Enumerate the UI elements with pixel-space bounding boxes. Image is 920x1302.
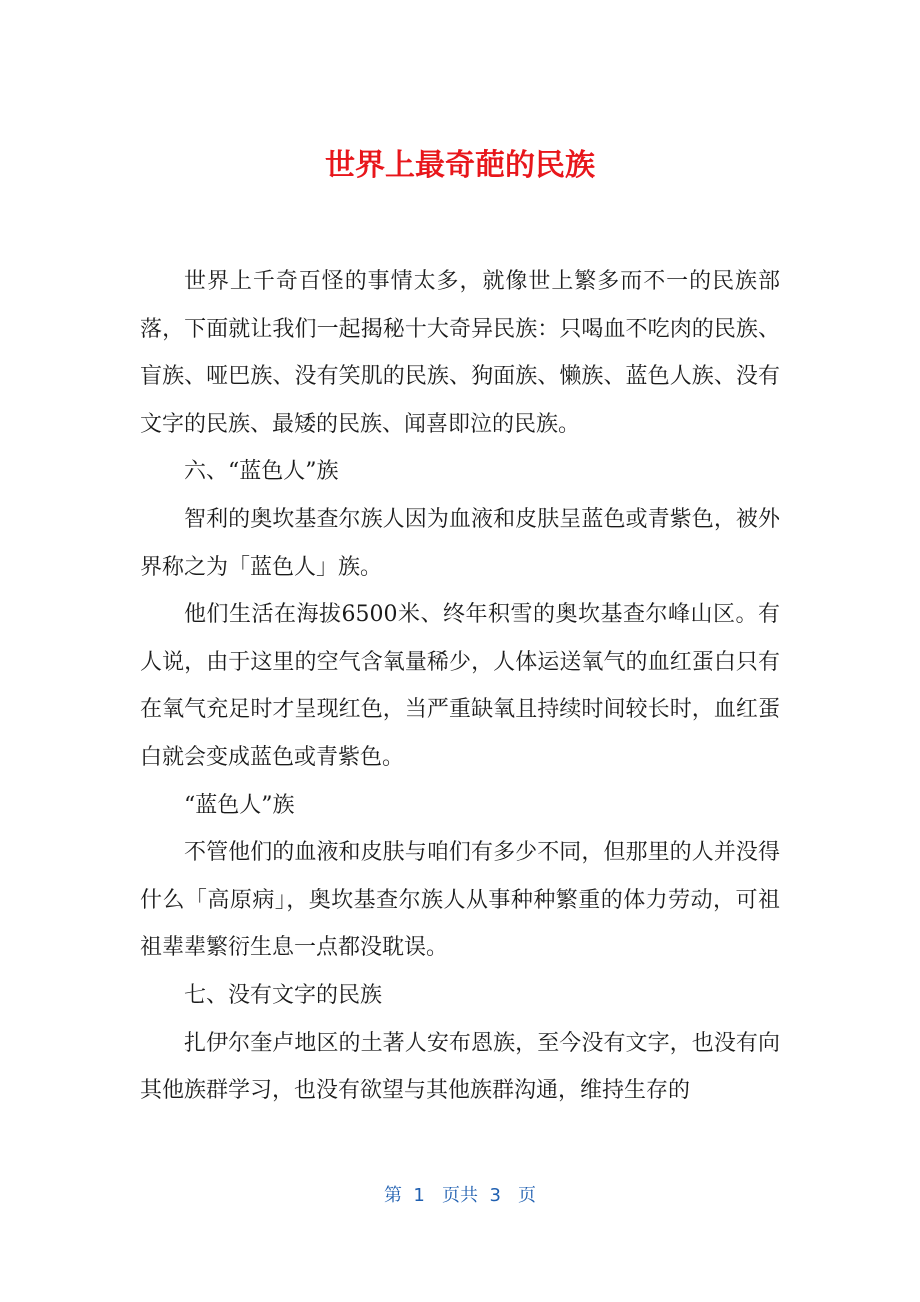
subheading-blue-people: “蓝色人”族 (184, 792, 295, 818)
paragraph-intro: 世界上千奇百怪的事情太多，就像世上繁多而不一的民族部落，下面就让我们一起揭秘十大奇异民族：只喝血不吃肉的民族、盲族、哑巴族、没有笑肌的民族、狗面族、懒族、蓝色人族、没有文字的民族、最矮的民族、闻喜即泣的民族。 (140, 269, 780, 437)
section-heading-blue-people: 六、“蓝色人”族 (184, 459, 339, 485)
document-title: 世界上最奇葩的民族 (325, 148, 595, 183)
paragraph-blue-people-altitude: 他们生活在海拔6500米、终年积雪的奥坎基查尔峰山区。有人说，由于这里的空气含氧量稀少，人体运送氧气的血红蛋白只有在氧气充足时才呈现红色，当严重缺氧且持续时间较长时，血红蛋白就会变成蓝色或青紫色。 (140, 602, 780, 770)
document-body (140, 258, 780, 1115)
paragraph-no-writing: 扎伊尔奎卢地区的土著人安布恩族，至今没有文字，也没有向其他族群学习，也没有欲望与其他族群沟通，维持生存的 (140, 1030, 780, 1104)
section-heading-no-writing: 七、没有文字的民族 (184, 982, 383, 1008)
page-number-footer: 第 1 页共 3 页 (383, 1185, 537, 1206)
paragraph-blue-people-chile: 智利的奥坎基查尔族人因为血液和皮肤呈蓝色或青紫色，被外界称之为「蓝色人」族。 (140, 506, 780, 580)
paragraph-blue-people-health: 不管他们的血液和皮肤与咱们有多少不同，但那里的人并没得什么「高原病」，奥坎基查尔族人从事种种繁重的体力劳动，可祖祖辈辈繁衍生息一点都没耽误。 (140, 840, 780, 961)
